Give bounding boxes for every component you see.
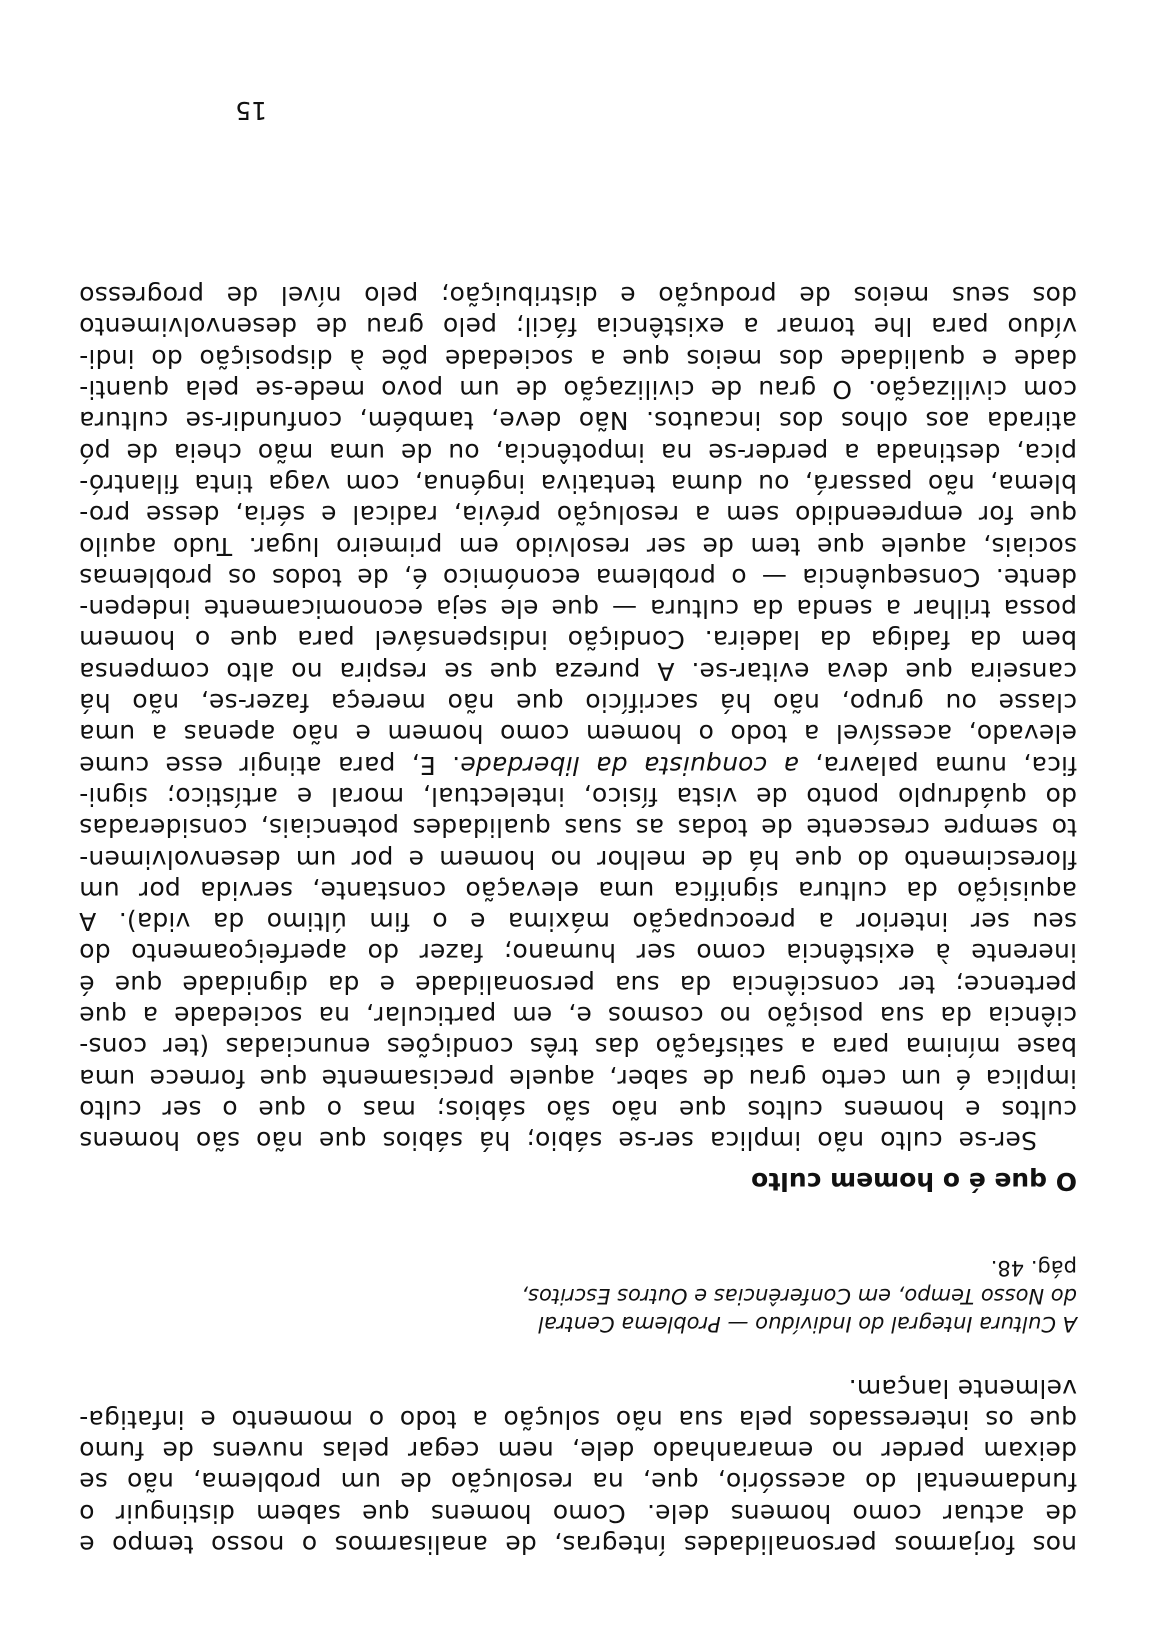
text-line: ciência da sua posição no cosmos e, em particular, na sociedade a que bbox=[79, 1001, 1077, 1031]
text-line: dente. Consequência — o problema económico é, de todos os problemas bbox=[79, 562, 1077, 592]
text-line: víduo para lhe tornar a existência fácil; pelo grau de desenvolvimento bbox=[79, 312, 1077, 342]
text-line: de actuar como homens dele. Como homens que sabem distinguir o bbox=[79, 1498, 1077, 1528]
text-line: elevado, acessível a todo o homem como homem e não apenas a uma bbox=[79, 719, 1077, 749]
text-line: base mínima para a satisfação das três condições enunciadas (ter cons- bbox=[79, 1032, 1077, 1062]
citation-line: do Nosso Tempo, em Conferências e Outros Escritos, bbox=[521, 1284, 1077, 1309]
text-line: que os interessados pela sua não solução a todo o momento e infatiga- bbox=[79, 1404, 1077, 1434]
text-line: fundamental do acessório, que, na resolução de um problema, não se bbox=[79, 1467, 1077, 1497]
text-line: bem da fadiga da ladeira. Condição indispensável para que o homem bbox=[79, 625, 1077, 655]
citation bbox=[79, 1254, 1077, 1338]
citation-page: pág. 48. bbox=[990, 1256, 1077, 1281]
page-content bbox=[79, 280, 1077, 1560]
text-line: atirada aos olhos dos incautos. Não deve, também, confundir-se cultura bbox=[79, 406, 1077, 436]
text-fragment: fica, numa palavra, bbox=[799, 750, 1077, 780]
text-line: cultos e homens cultos que não são sábios; mas o que o ser culto bbox=[79, 1094, 1077, 1124]
text-line: velmente lançam. bbox=[848, 1373, 1077, 1403]
text-line: to sempre crescente de todas as suas qualidades potenciais, consideradas bbox=[79, 813, 1077, 843]
text-line: canseira que deva evitar-se. A pureza que se respira no alto compensa bbox=[79, 656, 1077, 686]
text-line bbox=[79, 749, 1077, 780]
text-line: classe ou grupo, não há sacrifício que não mereça fazer-se, não há bbox=[79, 688, 1077, 718]
text-line: que for empreendido sem a resolução prévia, radical e séria, desse pro- bbox=[79, 500, 1077, 530]
text-line: aquisição da cultura significa uma elevação constante, servida por um bbox=[79, 875, 1077, 905]
text-line: seu ser interior a preocupação máxima e o fim último da vida). A bbox=[79, 907, 1077, 937]
text-line: Ser-se culto não implica ser-se sábio; há sábios que não são homens bbox=[79, 1126, 1037, 1156]
body-paragraph bbox=[79, 280, 1077, 1156]
text-line: sociais, aquele que tem de ser resolvido em primeiro lugar. Tudo aquilo bbox=[79, 531, 1077, 561]
page-number: 15 bbox=[235, 96, 267, 125]
text-line: do quádruplo ponto de vista físico, intelectual, moral e artístico; signi- bbox=[79, 781, 1077, 811]
intro-paragraph bbox=[79, 1372, 1077, 1560]
text-line: inerente à existência como ser humano; fazer do aperfeiçoamento do bbox=[79, 938, 1077, 968]
emphasis-text: a conquista da liberdade bbox=[460, 750, 800, 780]
text-line: deixam perder no emaranhado dele, nem cegar pelas nuvens de fumo bbox=[79, 1436, 1077, 1466]
text-line: florescimento do que há de melhor no homem e por um desenvolvimen- bbox=[79, 844, 1077, 874]
citation-line: A Cultura Integral do Indivíduo — Problema Central bbox=[538, 1312, 1077, 1337]
text-line: nos forjarmos personalidades íntegras, de analisarmos o nosso tempo e bbox=[79, 1530, 1077, 1559]
text-line: pertence; ter consciência da sua personalidade e da dignidade que é bbox=[79, 969, 1077, 999]
text-line: blema, não passará, ou duma tentativa ingénua, com vaga tinta filantró- bbox=[79, 468, 1077, 498]
section-title: O que é o homem culto bbox=[751, 1167, 1077, 1197]
text-line: dade e qualidade dos meios que a sociedade põe à disposição do indi- bbox=[79, 343, 1077, 373]
text-line: possa trilhar a senda da cultura — que ele seja economicamente indepen- bbox=[79, 594, 1077, 624]
text-fragment: . E, para atingir esse cume bbox=[79, 750, 461, 780]
text-line: pica, destinada a perder-se na impotência, ou de uma mão cheia de pó bbox=[79, 437, 1077, 467]
text-line: dos seus meios de produção e distribuição; pelo nível de progresso bbox=[79, 281, 1077, 311]
text-line: com civilização. O grau de civilização de um povo mede-se pela quanti- bbox=[79, 375, 1077, 405]
text-line: implica é um certo grau de saber, aquele precisamente que fornece uma bbox=[79, 1063, 1077, 1093]
